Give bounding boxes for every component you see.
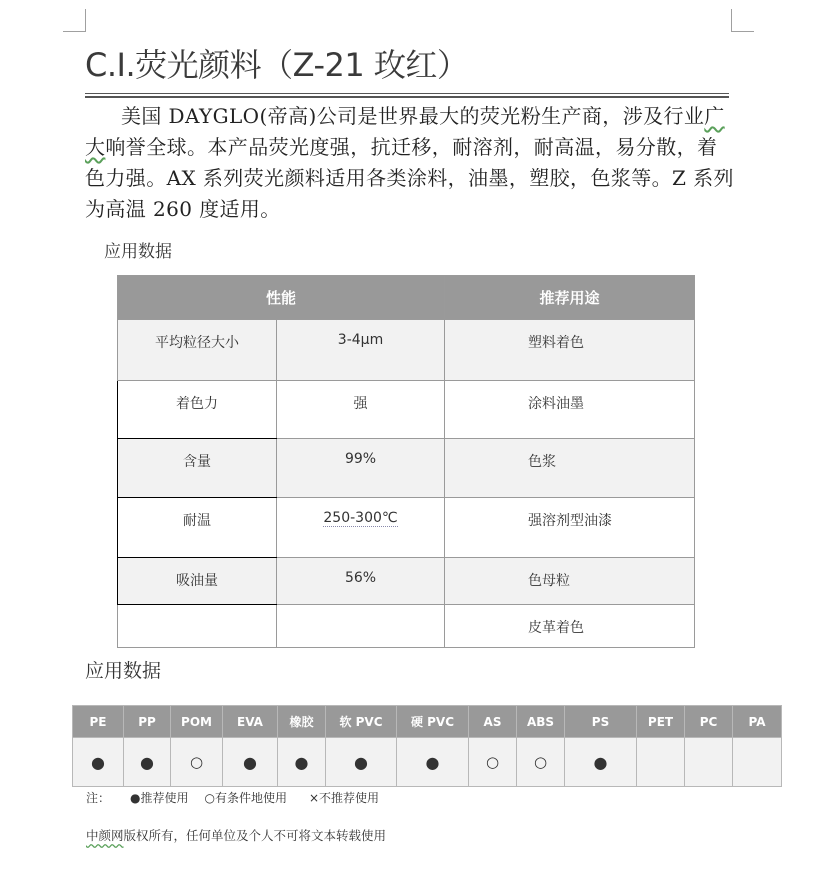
legend-conditional: ○有条件地使用: [204, 791, 287, 805]
copyright-notice: [86, 826, 386, 844]
page-title: C.I.荧光颜料（Z-21 玫红）: [85, 46, 469, 84]
notes-label: 注：: [86, 791, 111, 805]
plastics-compatibility-table: [72, 705, 782, 787]
plastic-header: PA: [733, 706, 782, 738]
plastic-header: 橡胶: [278, 706, 326, 738]
page-corner-mark-top-left: [63, 9, 86, 32]
table-row: [118, 498, 695, 558]
value-cell: 99%: [277, 439, 445, 498]
plastic-header: PP: [124, 706, 171, 738]
plastic-header: AS: [469, 706, 517, 738]
table-header-row: [118, 276, 695, 320]
table-row: [118, 439, 695, 498]
property-cell: [118, 605, 277, 648]
compatibility-mark: ●: [124, 738, 171, 787]
value-cell: [277, 498, 445, 558]
usage-cell: 强溶剂型油漆: [445, 498, 695, 558]
intro-text-start: 美国 DAYGLO(帝高)公司是世界最大的荧光粉生产商，涉及行业: [121, 104, 705, 128]
compatibility-mark: ●: [326, 738, 397, 787]
property-cell: 着色力: [118, 381, 277, 439]
usage-cell: 色浆: [445, 439, 695, 498]
performance-table: [117, 275, 695, 648]
copyright-text: 版权所有，任何单位及个人不可将文本转载使用: [123, 828, 387, 843]
intro-paragraph: [85, 101, 735, 225]
usage-cell: 涂料油墨: [445, 381, 695, 439]
usage-cell: 皮革着色: [445, 605, 695, 648]
value-cell: 56%: [277, 558, 445, 605]
header-property: 性能: [118, 276, 445, 320]
value-text: 250-300℃: [323, 510, 398, 526]
compatibility-mark: ●: [73, 738, 124, 787]
property-cell: 吸油量: [118, 558, 277, 605]
table-row: [118, 558, 695, 605]
value-cell: [277, 605, 445, 648]
header-usage: 推荐用途: [445, 276, 695, 320]
copyright-owner: 中颜网: [86, 828, 124, 843]
plastic-header: 软 PVC: [326, 706, 397, 738]
plastic-header: PS: [565, 706, 637, 738]
compatibility-mark: ●: [223, 738, 278, 787]
value-cell: 强: [277, 381, 445, 439]
compatibility-mark: ●: [565, 738, 637, 787]
legend-not-recommended: ×不推荐使用: [308, 791, 380, 805]
table-row: [118, 320, 695, 381]
plastic-header: PC: [685, 706, 733, 738]
compatibility-mark: [637, 738, 685, 787]
compatibility-mark: ○: [517, 738, 565, 787]
compatibility-mark: [685, 738, 733, 787]
section-title-plastics-data: 应用数据: [85, 660, 162, 682]
plastic-header: PET: [637, 706, 685, 738]
legend-notes: [86, 789, 379, 806]
plastics-header-row: [73, 706, 782, 738]
table-row: [118, 381, 695, 439]
compatibility-mark: [733, 738, 782, 787]
compatibility-mark: ●: [397, 738, 469, 787]
compatibility-mark: ○: [171, 738, 223, 787]
property-cell: 含量: [118, 439, 277, 498]
property-cell: 耐温: [118, 498, 277, 558]
legend-recommended: ●推荐使用: [130, 791, 189, 805]
title-divider-thick: [85, 96, 729, 98]
plastic-header: ABS: [517, 706, 565, 738]
plastic-header: 硬 PVC: [397, 706, 469, 738]
table-row: [118, 605, 695, 648]
intro-text-end: 响誉全球。本产品荧光度强，抗迁移，耐溶剂，耐高温，易分散，着色力强。AX 系列荧光颜料适用各类涂料，油墨，塑胶，色浆等。Z 系列为高温 260 度适用。: [85, 135, 734, 221]
page-corner-mark-top-right: [731, 9, 754, 32]
compatibility-mark: ○: [469, 738, 517, 787]
section-title-application-data: 应用数据: [104, 242, 172, 262]
plastics-value-row: [73, 738, 782, 787]
property-cell: 平均粒径大小: [118, 320, 277, 381]
title-divider: [85, 93, 729, 94]
compatibility-mark: ●: [278, 738, 326, 787]
plastic-header: PE: [73, 706, 124, 738]
usage-cell: 色母粒: [445, 558, 695, 605]
intro-text-flagged: 广大: [85, 104, 725, 159]
plastic-header: EVA: [223, 706, 278, 738]
usage-cell: 塑料着色: [445, 320, 695, 381]
value-cell: 3-4μm: [277, 320, 445, 381]
plastic-header: POM: [171, 706, 223, 738]
